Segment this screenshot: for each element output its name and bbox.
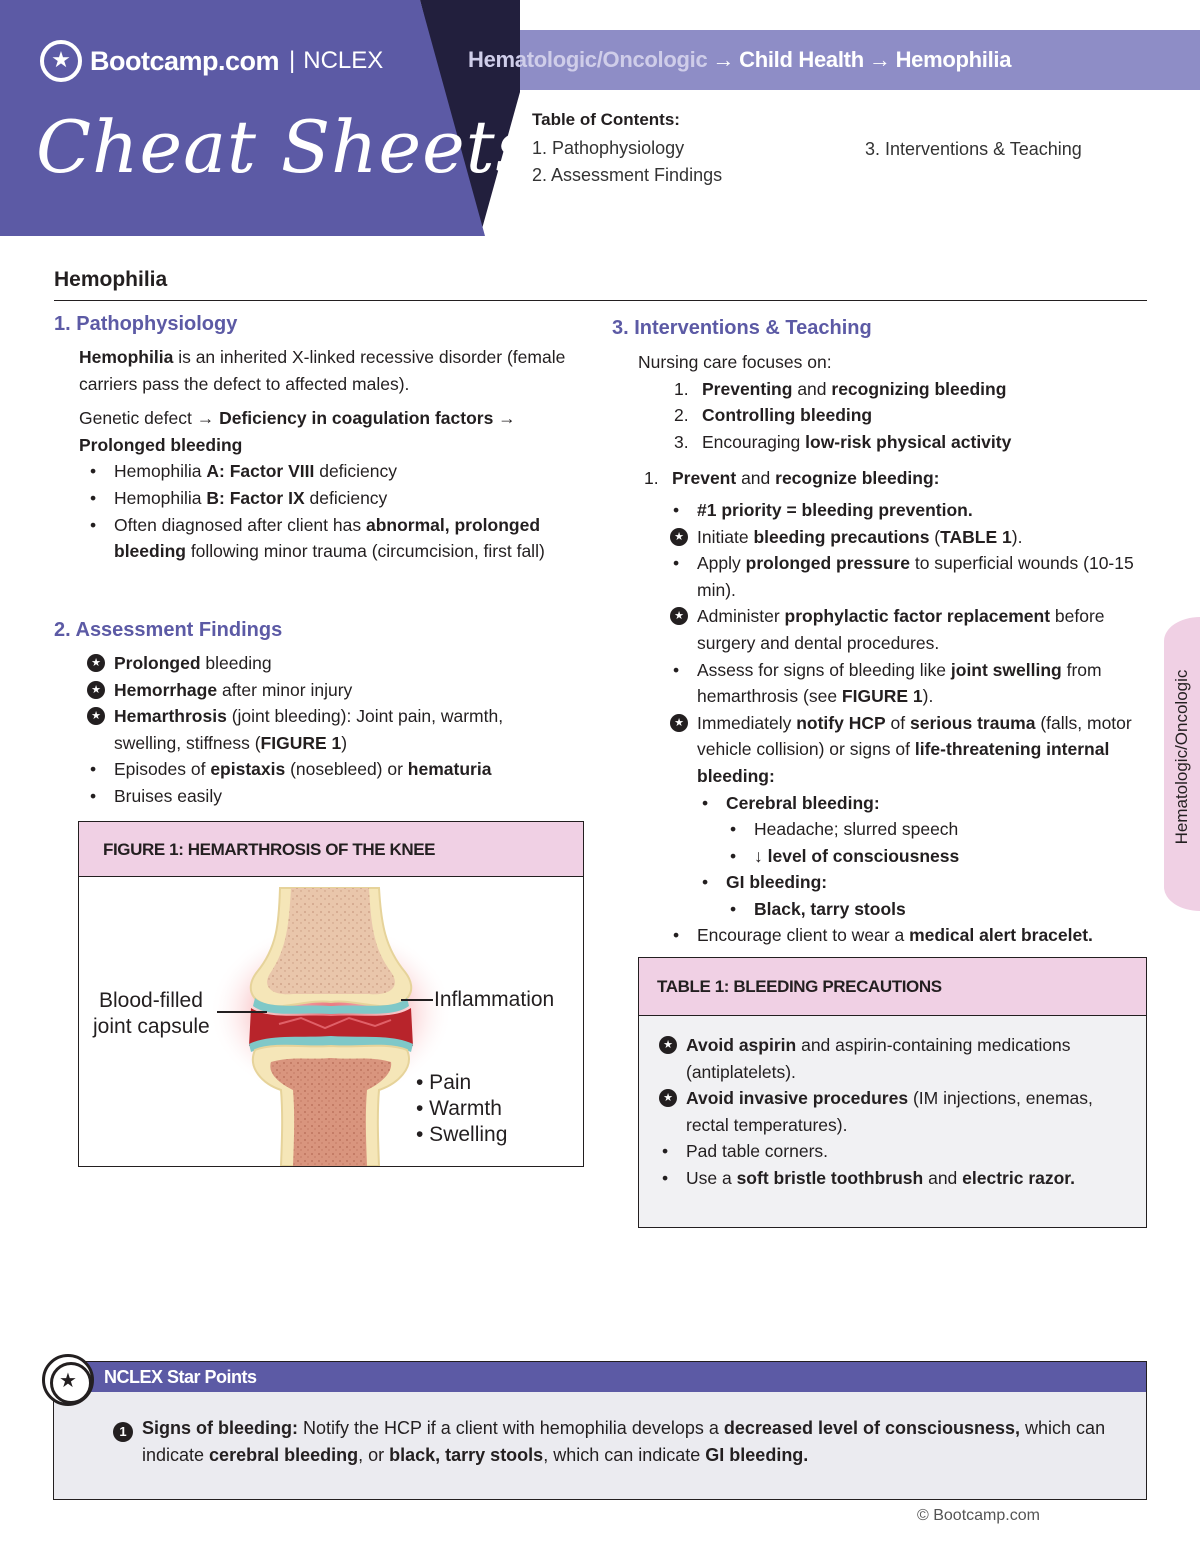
list-item: • Often diagnosed after client has abnormal, prolonged bleeding following minor trauma (circumcision, first fall) xyxy=(114,512,569,565)
breadcrumb-arrow: → xyxy=(712,47,735,72)
pathophysiology-content xyxy=(79,344,569,565)
cheat-sheets-title: Cheat Sheets xyxy=(36,105,534,189)
list-item: ★ Administer prophylactic factor replacement before surgery and dental procedures. xyxy=(697,603,1148,656)
breadcrumb xyxy=(468,44,1011,76)
list-item: • Apply prolonged pressure to superficial wounds (10-15 min). xyxy=(697,550,1148,603)
list-item: • Hemophilia B: Factor IX deficiency xyxy=(114,485,569,512)
section-heading-assessment: 2. Assessment Findings xyxy=(54,619,283,641)
list-item: 3. Encouraging low-risk physical activity xyxy=(702,429,1148,456)
table-title: TABLE 1: BLEEDING PRECAUTIONS xyxy=(639,958,1146,1016)
symptom-warmth: • Warmth xyxy=(416,1097,502,1120)
list-item: • Encourage client to wear a medical alert bracelet. xyxy=(697,922,1148,949)
list-item: • Hemophilia A: Factor VIII deficiency xyxy=(114,458,569,485)
section-heading-pathophysiology: 1. Pathophysiology xyxy=(54,313,238,335)
page-title: Hemophilia xyxy=(54,268,168,291)
symptom-swelling: • Swelling xyxy=(416,1123,508,1146)
star-circle-icon: ★ xyxy=(40,40,82,82)
figure-title: FIGURE 1: HEMARTHROSIS OF THE KNEE xyxy=(79,822,583,877)
breadcrumb-item-category[interactable]: Hematologic/Oncologic xyxy=(468,47,708,72)
list-item: ★ Prolonged bleeding xyxy=(114,650,574,677)
list-item: ★ Immediately notify HCP of serious trauma (falls, motor vehicle collision) or signs of life-threatening internal bleeding: xyxy=(697,710,1148,790)
side-tab-label: Hematologic/Oncologic xyxy=(1172,669,1191,845)
list-item: 1. Prevent and recognize bleeding: xyxy=(672,465,1148,492)
brand-logo[interactable] xyxy=(90,40,383,82)
star-point-text: Signs of bleeding: Notify the HCP if a client with hemophilia develops a decreased level of consciousness, which can indicate cerebral bleeding, or black, tarry stools, which can indicate GI bleeding. xyxy=(142,1418,1106,1465)
list-item: ★ Initiate bleeding precautions (TABLE 1). xyxy=(697,524,1148,551)
list-item: ★ Hemorrhage after minor injury xyxy=(114,677,574,704)
list-item: • Episodes of epistaxis (nosebleed) or hematuria xyxy=(114,756,574,783)
list-item: • Pad table corners. xyxy=(686,1138,1131,1165)
list-item: • Black, tarry stools xyxy=(754,896,1148,923)
label-blood-filled: Blood-filled xyxy=(99,989,203,1012)
brand-product: NCLEX xyxy=(303,47,384,74)
list-item: • Cerebral bleeding: xyxy=(726,790,1148,817)
table-bleeding-precautions xyxy=(638,957,1147,1228)
toc-item-assessment[interactable]: 2. Assessment Findings xyxy=(532,165,723,185)
list-item: • Use a soft bristle toothbrush and electric razor. xyxy=(686,1165,1131,1192)
star-point-number: 1 xyxy=(113,1422,133,1442)
list-item: • Assess for signs of bleeding like joint swelling from hemarthrosis (see FIGURE 1). xyxy=(697,657,1148,710)
brand-name: Bootcamp.com xyxy=(90,45,280,76)
brand-separator: | xyxy=(289,47,296,74)
toc-item-pathophysiology[interactable]: 1. Pathophysiology xyxy=(532,138,685,158)
footer-copyright: © Bootcamp.com xyxy=(917,1507,1040,1524)
table-body xyxy=(686,1032,1131,1192)
symptom-pain: • Pain xyxy=(416,1071,472,1094)
list-item: ★ Hemarthrosis (joint bleeding): Joint pain, warmth, swelling, stiffness (FIGURE 1) xyxy=(114,703,574,756)
list-item: • ↓ level of consciousness xyxy=(754,843,1148,870)
list-item: 2. Controlling bleeding xyxy=(702,402,1148,429)
title-divider xyxy=(54,300,1147,301)
list-item: 1. Preventing and recognizing bleeding xyxy=(702,376,1148,403)
pathophysiology-intro: Hemophilia is an inherited X-linked recessive disorder (female carriers pass the defect to affected males). xyxy=(79,347,566,394)
label-inflammation: Inflammation xyxy=(434,988,555,1011)
assessment-content xyxy=(114,650,574,810)
breadcrumb-arrow: → xyxy=(868,47,891,72)
breadcrumb-item-topic: Hemophilia xyxy=(895,47,1012,72)
interventions-content xyxy=(638,349,1148,949)
figure-hemarthrosis xyxy=(78,821,584,1167)
star-badge-icon: ★ xyxy=(42,1354,94,1406)
list-item: • #1 priority = bleeding prevention. xyxy=(697,497,1148,524)
list-item: ★ Avoid invasive procedures (IM injections, enemas, rectal temperatures). xyxy=(686,1085,1131,1138)
label-joint-capsule: joint capsule xyxy=(93,1015,210,1038)
list-item: • Headache; slurred speech xyxy=(754,816,1148,843)
toc-title: Table of Contents: xyxy=(532,110,680,129)
section-heading-interventions: 3. Interventions & Teaching xyxy=(612,317,872,339)
breadcrumb-item-subcategory[interactable]: Child Health xyxy=(739,47,864,72)
star-points-title: NCLEX Star Points xyxy=(54,1362,1146,1392)
interventions-intro: Nursing care focuses on: xyxy=(638,352,832,372)
list-item: • GI bleeding: xyxy=(726,869,1148,896)
toc-item-interventions[interactable]: 3. Interventions & Teaching xyxy=(865,139,1082,159)
pathophysiology-chain: Genetic defect → Deficiency in coagulation factors → Prolonged bleeding xyxy=(79,408,516,455)
list-item: ★ Avoid aspirin and aspirin-containing medications (antiplatelets). xyxy=(686,1032,1131,1085)
list-item: • Bruises easily xyxy=(114,783,574,810)
